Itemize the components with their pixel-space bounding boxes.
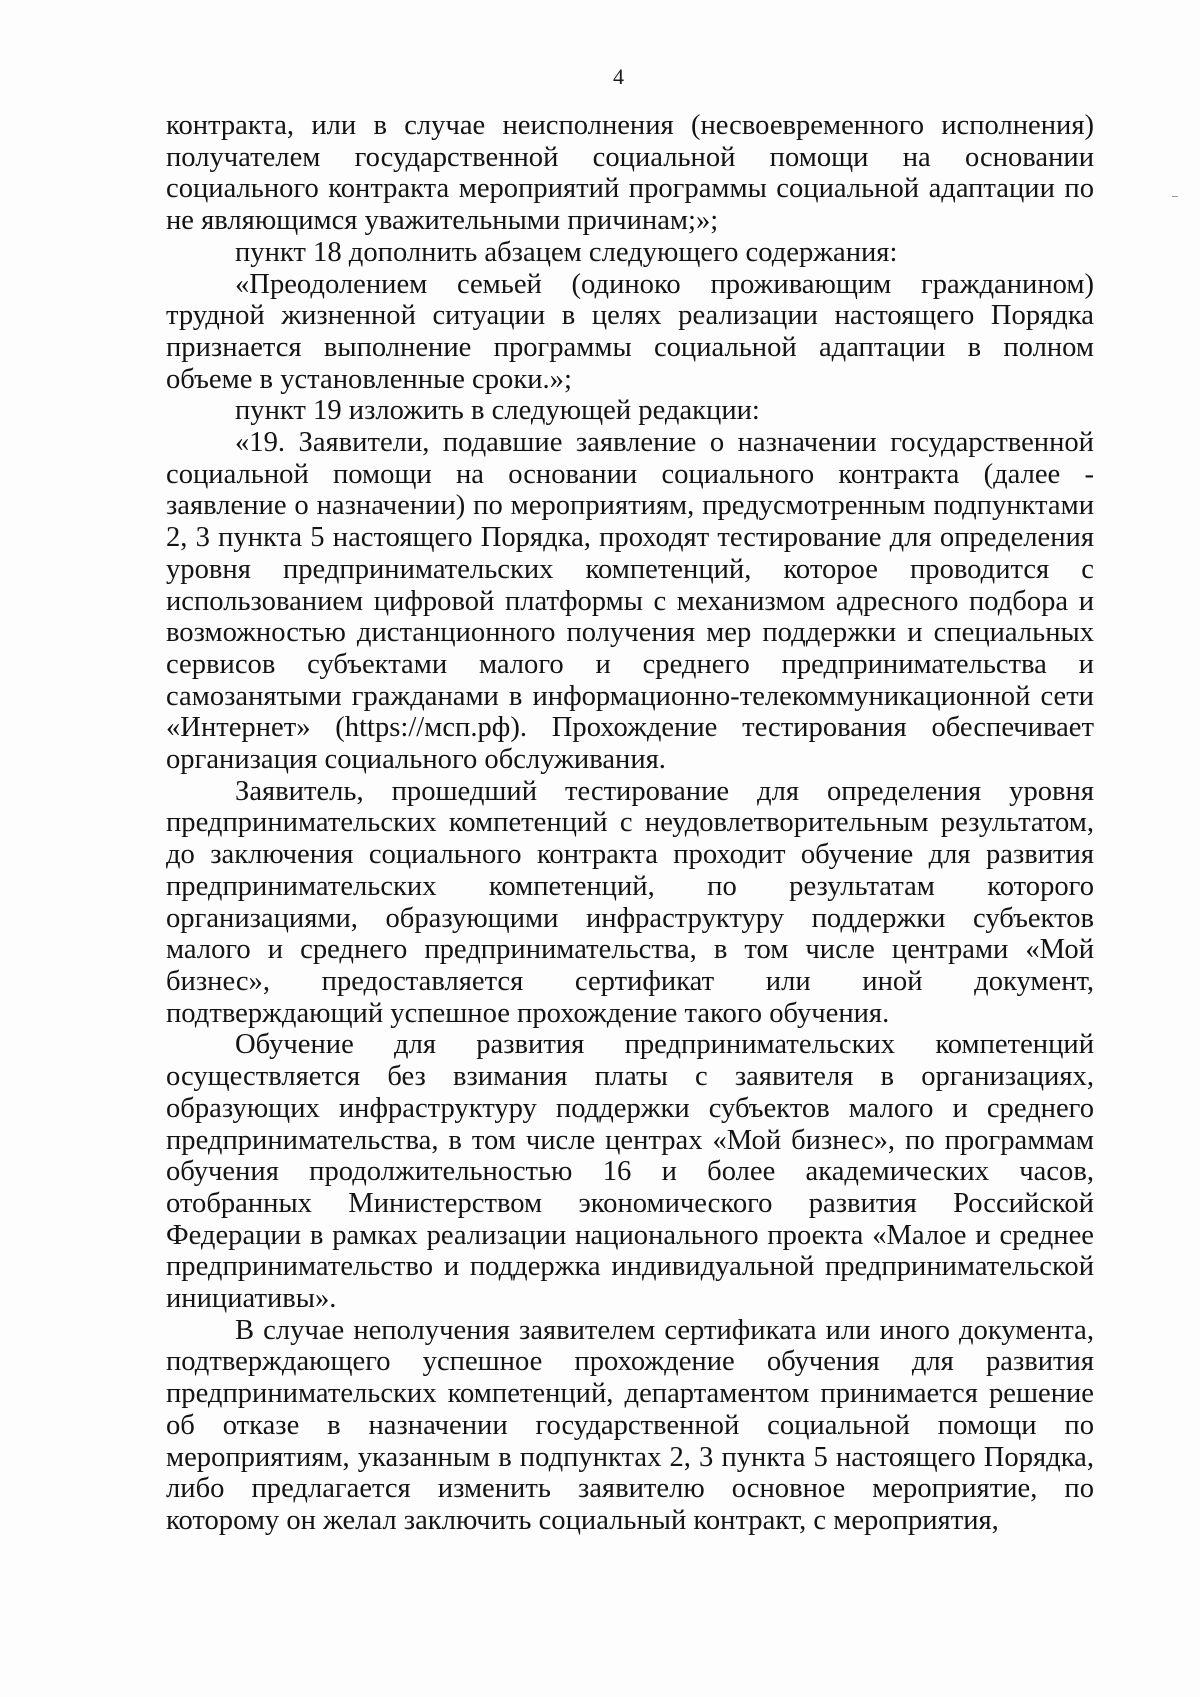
paragraph-5: «19. Заявители, подавшие заявление о назначении государственной социальной помощи на основании социального контракта (далее - заявление о назначении) по мероприятиям, предусмотренным подпунктами 2, 3 пункта 5 настоящего Порядка, проходят тестирование для определения уровня предпринимательских компетенций, которое проводится с использованием цифровой платформы с механизмом адресного подбора и возможностью дистанционного получения мер поддержки и специальных сервисов субъектами малого и среднего предпринимательства и самозанятыми гражданами в информационно-телекоммуникационной сети «Интернет» (https://мсп.рф). Прохождение тестирования обеспечивает организация социального обслуживания. [166,427,1094,776]
paragraph-2: пункт 18 дополнить абзацем следующего содержания: [235,236,898,268]
page-number: 4 [613,64,624,89]
paragraph-4: пункт 19 изложить в следующей редакции: [235,395,760,427]
paragraph-8: В случае неполучения заявителем сертификата или иного документа, подтверждающего успешное прохождение обучения для развития предпринимательских компетенций, департаментом принимается решение об отказе в назначении государственной социальной помощи по мероприятиям, указанным в подпунктах 2, 3 пункта 5 настоящего Порядка, либо предлагается изменить заявителю основное мероприятие, по которому он желал заключить социальный контракт, с мероприятия, [166,1314,1094,1536]
paragraph-3: «Преодолением семьей (одиноко проживающим гражданином) трудной жизненной ситуации в целях реализации настоящего Порядка признается выполнение программы социальной адаптации в полном объеме в установленные сроки.»; [166,268,1094,395]
paragraph-6: Заявитель, прошедший тестирование для определения уровня предпринимательских компетенций с неудовлетворительным результатом, до заключения социального контракта проходит обучение для развития предпринимательских компетенций, по результатам которого организациями, образующими инфраструктуру поддержки субъектов малого и среднего предпринимательства, в том числе центрами «Мой бизнес», предоставляется сертификат или иной документ, подтверждающий успешное прохождение такого обучения. [166,775,1094,1029]
document-body [166,110,1094,1537]
paragraph-7: Обучение для развития предпринимательских компетенций осуществляется без взимания платы с заявителя в организациях, образующих инфраструктуру поддержки субъектов малого и среднего предпринимательства, в том числе центрах «Мой бизнес», по программам обучения продолжительностью 16 и более академических часов, отобранных Министерством экономического развития Российской Федерации в рамках реализации национального проекта «Малое и среднее предпринимательство и поддержка индивидуальной предпринимательской инициативы». [166,1029,1094,1315]
paragraph-1: контракта, или в случае неисполнения (несвоевременного исполнения) получателем государственной социальной помощи на основании социального контракта мероприятий программы социальной адаптации по не являющимся уважительными причинам;»; [166,110,1094,237]
scan-margin-mark [1172,196,1178,197]
